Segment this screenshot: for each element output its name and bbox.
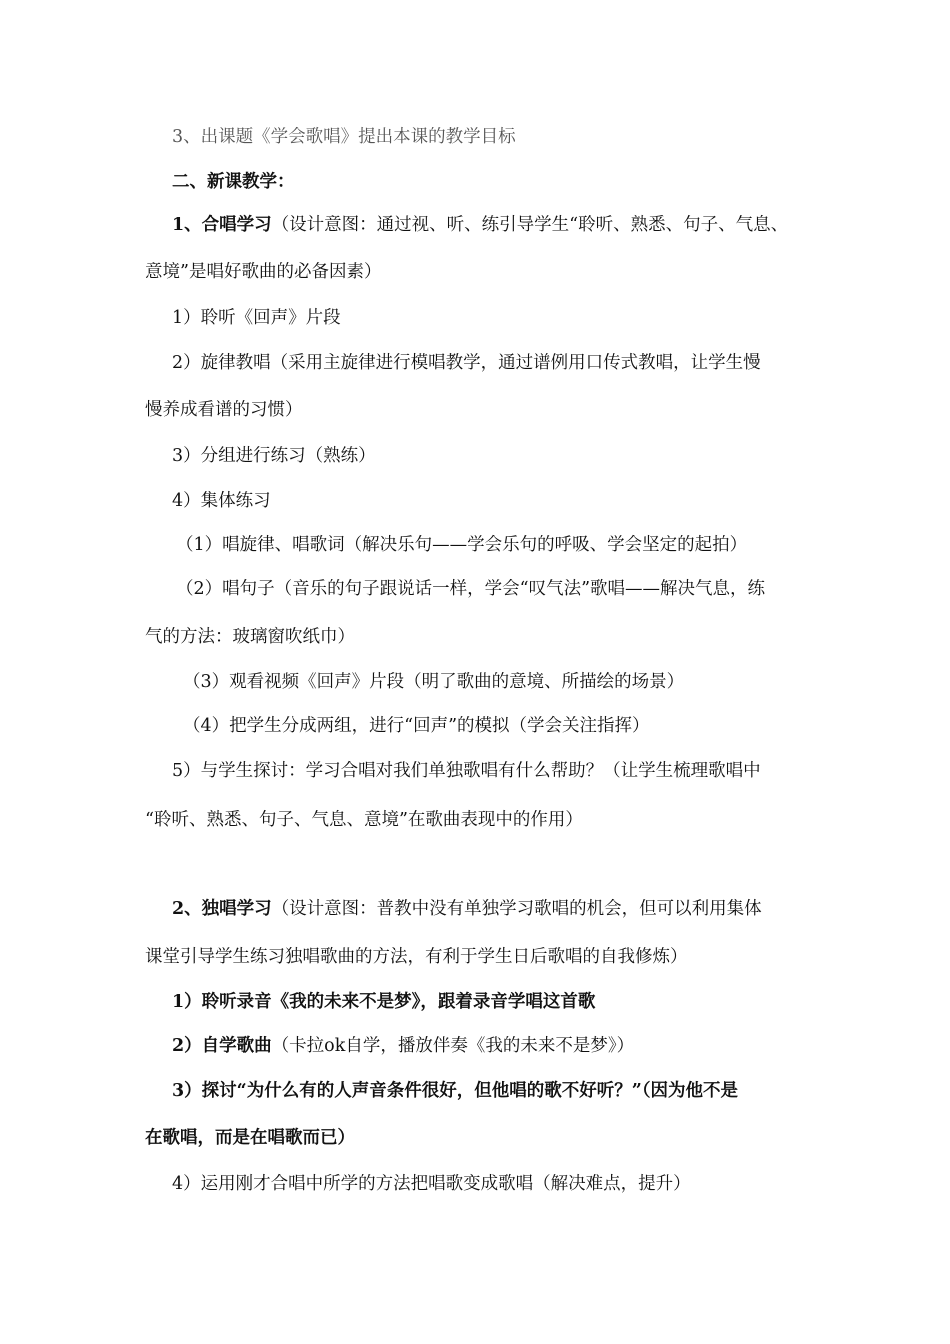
list-item: 4）运用刚才合唱中所学的方法把唱歌变成歌唱（解决难点，提升） bbox=[172, 1174, 691, 1194]
list-item bbox=[172, 1034, 634, 1058]
list-item-rest: （卡拉ok自学，播放伴奏《我的未来不是梦》） bbox=[271, 1036, 635, 1056]
paragraph-continuation: 意境”是唱好歌曲的必备因素） bbox=[145, 262, 382, 282]
list-item-continuation: “聆听、熟悉、句子、气息、意境”在歌曲表现中的作用） bbox=[145, 810, 583, 830]
sub-list-item: （2）唱句子（音乐的句子跟说话一样，学会“叹气法”歌唱——解决气息，练 bbox=[176, 579, 766, 599]
section-heading: 二、新课教学： bbox=[172, 172, 295, 192]
sub-list-item: （1）唱旋律、唱歌词（解决乐句——学会乐句的呼吸、学会坚定的起拍） bbox=[176, 535, 748, 555]
choral-intent: （设计意图：通过视、听、练引导学生“聆听、熟悉、句子、气息、 bbox=[271, 215, 789, 235]
list-item-bold: 1）聆听录音《我的未来不是梦》，跟着录音学唱这首歌 bbox=[172, 992, 596, 1012]
paragraph-solo bbox=[172, 897, 762, 921]
solo-intent: （设计意图：普教中没有单独学习歌唱的机会，但可以利用集体 bbox=[271, 899, 762, 919]
paragraph-choral bbox=[172, 213, 788, 237]
intro-line: 3、出课题《学会歌唱》提出本课的教学目标 bbox=[172, 127, 516, 147]
sub-list-item: （3）观看视频《回声》片段（明了歌曲的意境、所描绘的场景） bbox=[183, 672, 685, 692]
list-item: 1）聆听《回声》片段 bbox=[172, 308, 341, 328]
sub-list-item-continuation: 气的方法：玻璃窗吹纸巾） bbox=[145, 627, 355, 647]
paragraph-continuation: 课堂引导学生练习独唱歌曲的方法，有利于学生日后歌唱的自我修炼） bbox=[145, 947, 688, 967]
sub-list-item: （4）把学生分成两组，进行“回声”的模拟（学会关注指挥） bbox=[183, 716, 650, 736]
list-item-bold: 3）探讨“为什么有的人声音条件很好，但他唱的歌不好听？”（因为他不是 bbox=[172, 1081, 739, 1101]
list-item-bold-part: 2）自学歌曲 bbox=[172, 1036, 272, 1056]
list-item: 5）与学生探讨：学习合唱对我们单独歌唱有什么帮助？（让学生梳理歌唱中 bbox=[172, 761, 761, 781]
list-item-continuation: 慢养成看谱的习惯） bbox=[145, 400, 303, 420]
subheading-choral: 1、合唱学习 bbox=[172, 215, 272, 235]
subheading-solo: 2、独唱学习 bbox=[172, 899, 272, 919]
list-item: 3）分组进行练习（熟练） bbox=[172, 446, 376, 466]
list-item-bold-continuation: 在歌唱，而是在唱歌而已） bbox=[145, 1128, 355, 1148]
list-item: 2）旋律教唱（采用主旋律进行模唱教学，通过谱例用口传式教唱，让学生慢 bbox=[172, 353, 761, 373]
list-item: 4）集体练习 bbox=[172, 491, 271, 511]
